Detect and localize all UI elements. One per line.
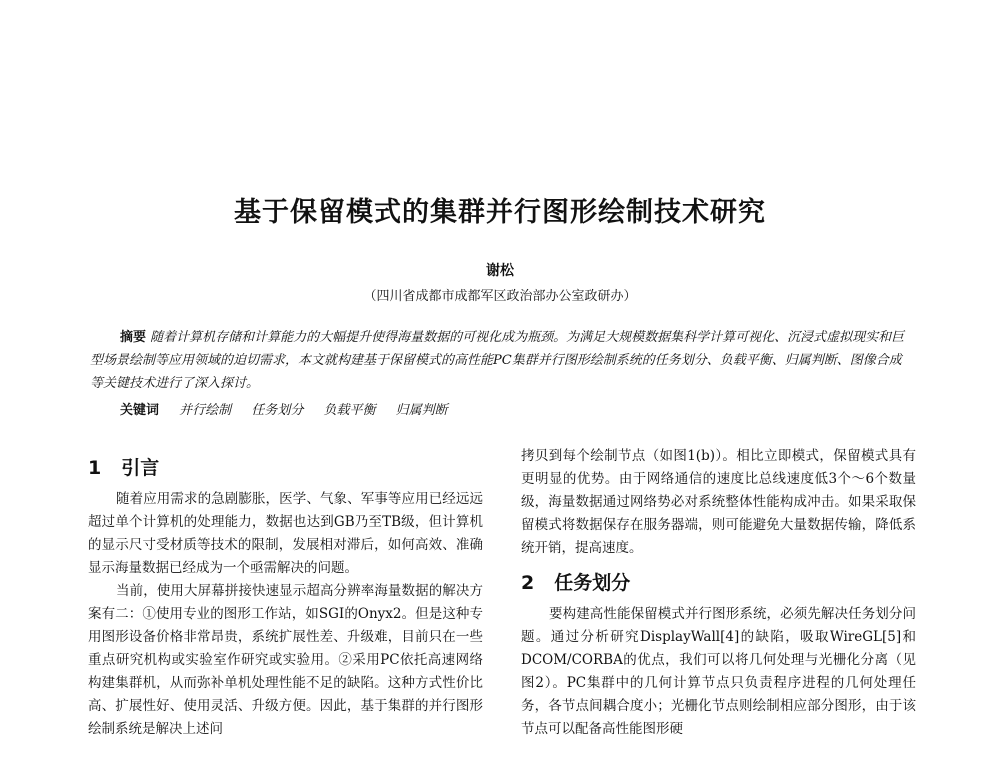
keyword-item: 任务划分 bbox=[251, 403, 304, 418]
right-column bbox=[521, 445, 916, 741]
keywords-label: 关键词 bbox=[120, 403, 160, 418]
keyword-item: 归属判断 bbox=[395, 403, 448, 418]
paragraph: 当前，使用大屏幕拼接快速显示超高分辨率海量数据的解决方案有二：①使用专业的图形工作站，如SGI的Onyx2。但是这种专用图形设备价格非常昂贵，系统扩展性差、升级难，目前只在一些重点研究机构或实验室作研究或实验用。②采用PC依托高速网络构建集群机，从而弥补单机处理性能不足的缺陷。这种方式性价比高、扩展性好、使用灵活、升级方便。因此，基于集群的并行图形绘制系统是解决上述问 bbox=[88, 583, 483, 737]
paragraph: 随着应用需求的急剧膨胀，医学、气象、军事等应用已经远远超过单个计算机的处理能力，数据也达到GB乃至TB级，但计算机的显示尺寸受材质等技术的限制，发展相对滞后，如何高效、准确显示海量数据已经成为一个亟需解决的问题。 bbox=[88, 491, 483, 576]
paper-title: 基于保留模式的集群并行图形绘制技术研究 bbox=[234, 197, 766, 228]
paragraph: 拷贝到每个绘制节点（如图1(b)）。相比立即模式，保留模式具有更明显的优势。由于网络通信的速度比总线速度低3个～6个数量级，海量数据通过网络势必对系统整体性能构成冲击。如果采取保留模式将数据保存在服务器端，则可能避免大量数据传输，降低系统开销，提高速度。 bbox=[521, 448, 916, 556]
keyword-item: 并行绘制 bbox=[179, 403, 232, 418]
left-column bbox=[88, 445, 483, 741]
section-1-heading bbox=[88, 457, 483, 480]
keyword-item: 负载平衡 bbox=[323, 403, 376, 418]
keywords bbox=[120, 399, 448, 418]
section-title: 任务划分 bbox=[554, 572, 631, 594]
section-title: 引言 bbox=[121, 457, 160, 479]
abstract-label: 摘要 bbox=[120, 330, 147, 345]
section-number: 2 bbox=[521, 572, 535, 594]
section-2-heading bbox=[521, 572, 916, 595]
author-affiliation: （四川省成都市成都军区政治部办公室政研办） bbox=[363, 289, 637, 304]
abstract-text: 随着计算机存储和计算能力的大幅提升使得海量数据的可视化成为瓶颈。为满足大规模数据集科学计算可视化、沉浸式虚拟现实和巨型场景绘制等应用领域的迫切需求，本文就构建基于保留模式的高性能PC集群并行图形绘制系统的任务划分、负载平衡、归属判断、图像合成等关键技术进行了深入探讨。 bbox=[90, 330, 905, 391]
abstract bbox=[90, 326, 910, 395]
paragraph: 要构建高性能保留模式并行图形系统，必须先解决任务划分问题。通过分析研究DisplayWall[4]的缺陷，吸取WireGL[5]和DCOM/CORBA的优点，我们可以将几何处理与光栅化分离（见图2）。PC集群中的几何计算节点只负责程序进程的几何处理任务，各节点间耦合度小；光栅化节点则绘制相应部分图形，由于该节点可以配备高性能图形硬 bbox=[521, 606, 916, 737]
author-name: 谢松 bbox=[486, 263, 514, 279]
section-number: 1 bbox=[88, 457, 102, 479]
